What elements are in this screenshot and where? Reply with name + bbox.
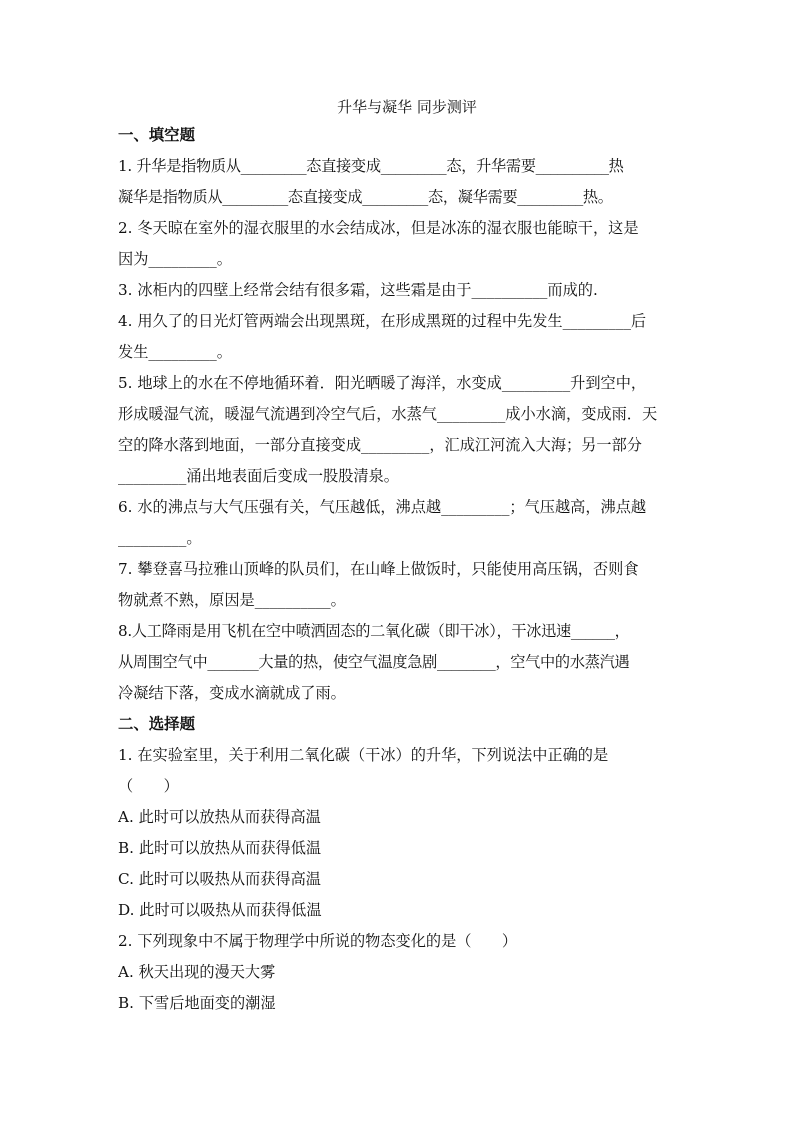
- section-multiple-choice: [118, 709, 678, 1019]
- section-heading: 二、选择题: [118, 715, 195, 733]
- section-fill-in-blank: [118, 120, 678, 709]
- question-line: 因为_________。: [118, 250, 232, 268]
- question-line: 1. 升华是指物质从_________态直接变成_________态，升华需要__________热: [118, 157, 624, 175]
- option-b: B. 此时可以放热从而获得低温: [118, 839, 322, 857]
- section-heading: 一、填空题: [118, 126, 195, 144]
- question-line: 2. 下列现象中不属于物理学中所说的物态变化的是（ ）: [118, 932, 518, 950]
- question-line: 2. 冬天晾在室外的湿衣服里的水会结成冰，但是冰冻的湿衣服也能晾干，这是: [118, 219, 639, 237]
- option-a: A. 秋天出现的漫天大雾: [118, 963, 276, 981]
- worksheet-page: [118, 94, 678, 1019]
- option-d: D. 此时可以吸热从而获得低温: [118, 901, 322, 919]
- answer-bracket: （ ）: [118, 777, 179, 795]
- question-line: 3. 冰柜内的四壁上经常会结有很多霜，这些霜是由于__________而成的.: [118, 281, 598, 299]
- choice-question-1: [118, 740, 678, 926]
- question-line: 空的降水落到地面，一部分直接变成_________，汇成江河流入大海；另一部分: [118, 436, 642, 454]
- question-line: _________涌出地表面后变成一股股清泉。: [118, 467, 399, 485]
- document-title: 升华与凝华 同步测评: [337, 98, 477, 116]
- question-line: 发生_________。: [118, 343, 232, 361]
- question-line: 6. 水的沸点与大气压强有关，气压越低，沸点越_________；气压越高，沸点越: [118, 498, 647, 516]
- question-line: 冷凝结下落，变成水滴就成了雨。: [118, 684, 346, 702]
- question-4: [118, 306, 678, 368]
- question-line: _________。: [118, 529, 202, 547]
- option-c: C. 此时可以吸热从而获得高温: [118, 870, 321, 888]
- question-line: 形成暖湿气流，暖湿气流遇到冷空气后，水蒸气_________成小水滴，变成雨．天: [118, 405, 658, 423]
- question-2: [118, 213, 678, 275]
- question-line: 4. 用久了的日光灯管两端会出现黑斑，在形成黑斑的过程中先发生_________后: [118, 312, 647, 330]
- choice-question-2: [118, 926, 678, 1019]
- question-line: 5. 地球上的水在不停地循环着．阳光晒暖了海洋，水变成_________升到空中，: [118, 374, 647, 392]
- option-b: B. 下雪后地面变的潮湿: [118, 994, 276, 1012]
- question-line: 7. 攀登喜马拉雅山顶峰的队员们，在山峰上做饭时，只能使用高压锅，否则食: [118, 560, 639, 578]
- question-line: 凝华是指物质从_________态直接变成_________态，凝华需要_________热。: [118, 188, 613, 206]
- question-line: 8.人工降雨是用飞机在空中喷洒固态的二氧化碳（即干冰），干冰迅速______，: [118, 622, 630, 640]
- question-5: [118, 368, 678, 492]
- question-7: [118, 554, 678, 616]
- question-3: [118, 275, 678, 306]
- question-line: 1. 在实验室里，关于利用二氧化碳（干冰）的升华，下列说法中正确的是: [118, 746, 609, 764]
- question-6: [118, 492, 678, 554]
- question-line: 物就煮不熟，原因是__________。: [118, 591, 346, 609]
- question-line: 从周围空气中_______大量的热，使空气温度急剧________，空气中的水蒸汽遇: [118, 653, 630, 671]
- question-1: [118, 151, 678, 213]
- question-8: [118, 616, 678, 709]
- option-a: A. 此时可以放热从而获得高温: [118, 808, 321, 826]
